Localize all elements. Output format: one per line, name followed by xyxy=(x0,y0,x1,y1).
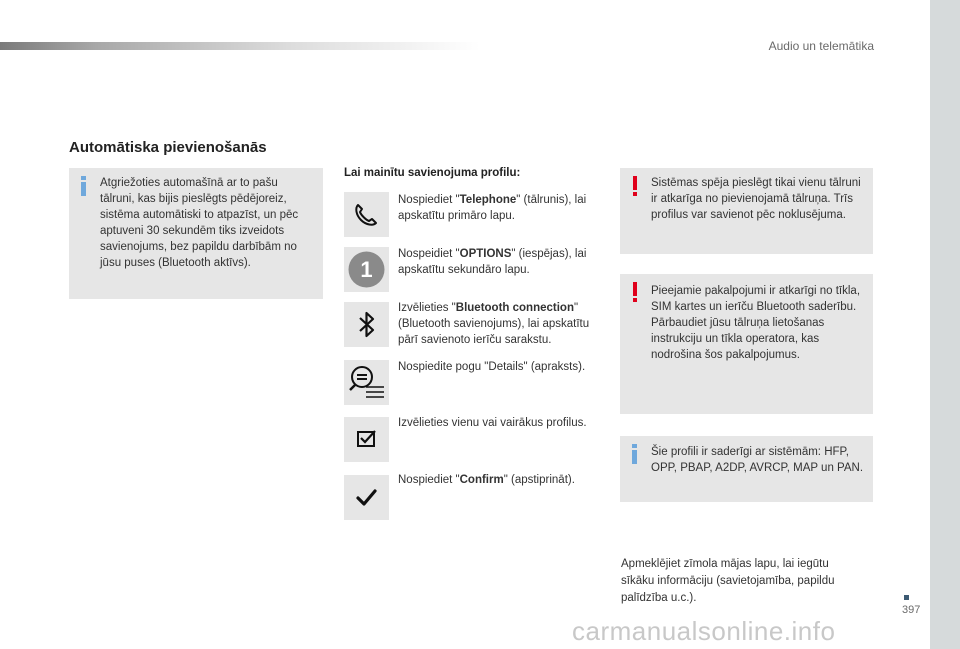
warning-note-2-text: Pieejamie pakalpojumi ir atkarīgi no tīkla, SIM kartes un ierīču Bluetooth saderību. Pārbaudiet jūsu tālruņa lietošanas instrukciju un tīkla operatora, kas nodrošina šos pakalpojumus. xyxy=(651,285,861,361)
checkbox-icon xyxy=(344,417,389,462)
page-number: 397 xyxy=(902,604,921,616)
footer-text: Apmeklējiet zīmola mājas lapu, lai iegūtu sīkāku informāciju (savietojamība, papildu palīdzība u.c.). xyxy=(621,558,835,604)
warning-note-2 xyxy=(620,274,873,414)
step-2-text: Nospeidiet "OPTIONS" (iespējas), lai apskatītu sekundāro lapu. xyxy=(398,248,587,276)
step-6-text: Nospiediet "Confirm" (apstiprināt). xyxy=(398,474,575,486)
warning-icon xyxy=(632,282,638,302)
warning-note-1 xyxy=(620,168,873,254)
info-note-left xyxy=(69,168,323,299)
step-5-text: Izvēlieties vienu vai vairākus profilus. xyxy=(398,417,587,429)
step-2-icon-tile xyxy=(344,247,389,292)
section-title: Audio un telemātika xyxy=(768,39,874,53)
info-icon xyxy=(81,176,86,196)
watermark: carmanualsonline.info xyxy=(572,616,836,646)
step-3-text: Izvēlieties "Bluetooth connection" (Bluetooth savienojums), lai apskatītu pārī savienoto ierīču sarakstu. xyxy=(398,302,590,346)
page-heading: Automātiska pievienošanās xyxy=(69,139,267,156)
step-6-icon-tile xyxy=(344,475,389,520)
number-one-icon xyxy=(344,247,389,292)
step-3-icon-tile xyxy=(344,302,389,347)
page-marker xyxy=(904,595,909,600)
procedure-title: Lai mainītu savienojuma profilu: xyxy=(344,167,521,179)
page-edge-sidebar xyxy=(930,0,960,649)
warning-note-1-text: Sistēmas spēja pieslēgt tikai vienu tālruni ir atkarīga no pievienojamā tālruņa. Trīs profilus var savienot pēc noklusējuma. xyxy=(651,177,861,221)
svg-text:1: 1 xyxy=(360,257,373,282)
step-5-icon-tile xyxy=(344,417,389,462)
step-4-icon-tile xyxy=(344,360,389,405)
header-gradient-bar xyxy=(0,42,480,50)
info-note-right xyxy=(620,436,873,502)
step-1-text: Nospiediet "Telephone" (tālrunis), lai apskatītu primāro lapu. xyxy=(398,194,587,222)
info-icon xyxy=(632,444,637,464)
checkmark-icon xyxy=(344,475,389,520)
info-note-right-text: Šie profili ir saderīgi ar sistēmām: HFP, OPP, PBAP, A2DP, AVRCP, MAP un PAN. xyxy=(651,446,864,474)
phone-icon xyxy=(344,192,389,237)
step-4-text: Nospiedite pogu "Details" (apraksts). xyxy=(398,361,586,373)
info-note-text: Atgriežoties automašīnā ar to pašu tālruni, kas bijis pieslēgts pēdējoreiz, sistēma automātiski to atpazīst, un pēc aptuveni 30 sekundēm tiks izveidots savienojums, bez papildu darbībām no jūsu puses (Bluetooth aktīvs). xyxy=(100,177,299,269)
warning-icon xyxy=(632,176,638,196)
step-1-icon-tile xyxy=(344,192,389,237)
bluetooth-icon xyxy=(344,302,389,347)
details-icon xyxy=(344,360,389,405)
